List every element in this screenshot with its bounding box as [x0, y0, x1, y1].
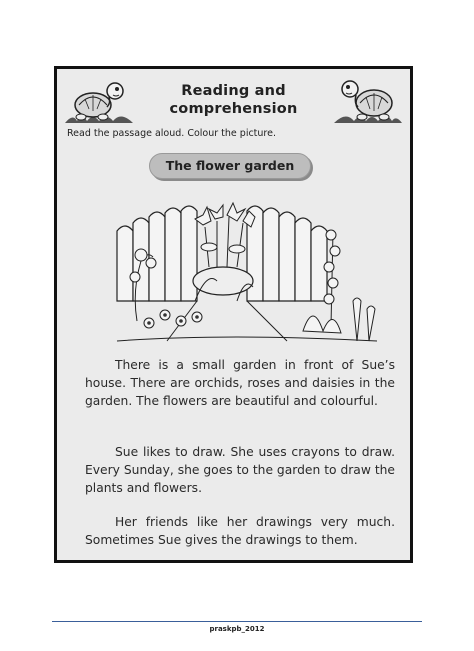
instruction-text: Read the passage aloud. Colour the picture.	[67, 128, 276, 139]
paragraph-1: There is a small garden in front of Sue’s house. There are orchids, roses and daisies in the garden. The flowers are beautiful and colourful.	[85, 358, 395, 408]
footer-text: praskpb_2012	[203, 625, 270, 633]
header-band	[57, 69, 410, 129]
turtle-illustration-right-icon	[332, 73, 404, 125]
story-title: The flower garden	[165, 158, 295, 173]
story-title-banner	[149, 153, 311, 179]
title-line-2: comprehension	[169, 101, 298, 117]
footer	[0, 616, 474, 635]
turtle-illustration-left-icon	[63, 73, 135, 125]
flower-garden-illustration	[77, 191, 382, 346]
paragraph-3: Her friends like her drawings very much. Sometimes Sue gives the drawings to them.	[85, 515, 395, 547]
worksheet-page	[54, 66, 413, 563]
title-line-1: Reading and	[181, 83, 286, 99]
paragraph-2: Sue likes to draw. She uses crayons to draw. Every Sunday, she goes to the garden to draw the plants and flowers.	[85, 445, 395, 495]
